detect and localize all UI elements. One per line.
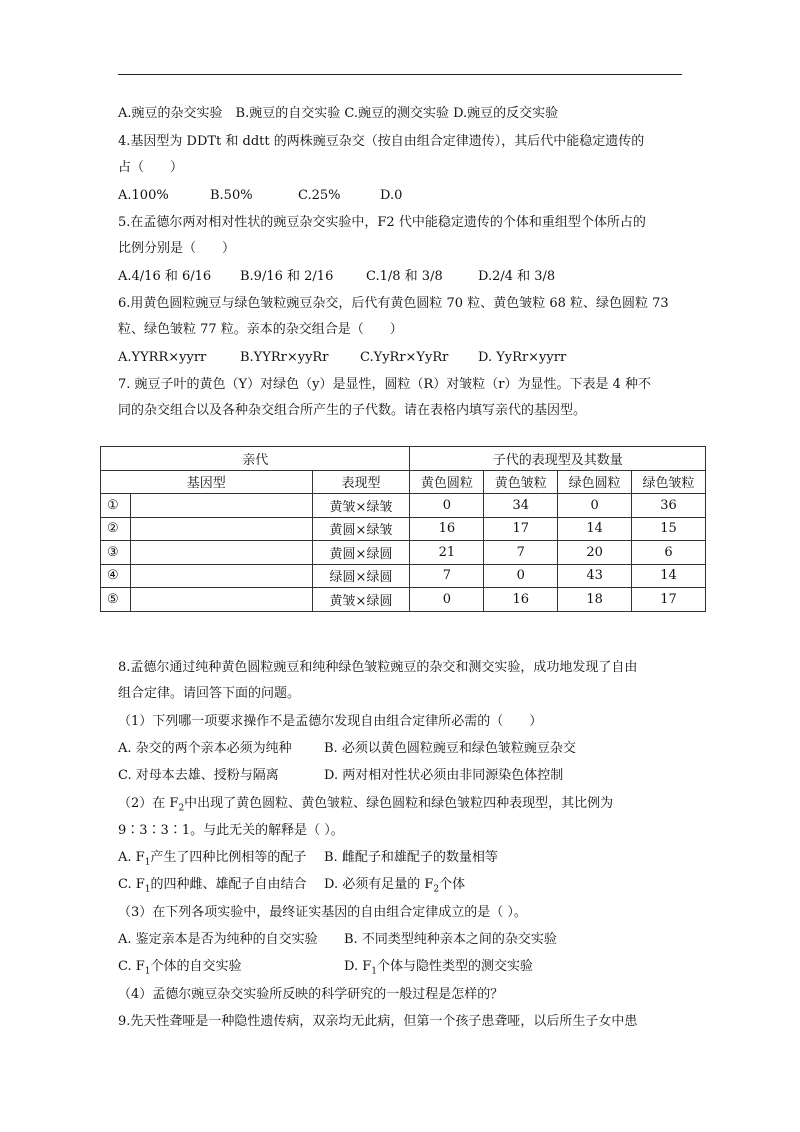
q3-options: A.豌豆的杂交实验 B.豌豆的自交实验 C.豌豆的测交实验 D.豌豆的反交实验 <box>118 106 559 121</box>
count-cell: 7 <box>410 564 484 588</box>
q5-option-c: C.1/8 和 3/8 <box>366 269 443 284</box>
q8-sub3-options-cd <box>118 958 533 981</box>
q8-sub2-option-d: D. 必须有足量的 $F_2$个体 <box>324 877 466 895</box>
genotype-blank[interactable] <box>130 588 312 612</box>
q4-stem-line1: 4.基因型为 DDTt 和 ddtt 的两株豌豆杂交（按自由组合定律遗传），其后代中能稳定遗传的 <box>118 134 645 149</box>
q8-sub2-option-b: B. 雌配子和雄配子的数量相等 <box>324 850 498 865</box>
q7-stem-line2: 同的杂交组合以及各种杂交组合所产生的子代数。请在表格内填写亲代的基因型。 <box>118 403 587 418</box>
q6-option-c: C.YyRr×YyRr <box>360 350 449 365</box>
count-cell: 0 <box>558 494 632 518</box>
table-header-row-1 <box>101 447 706 471</box>
q8-sub1: （1）下列哪一项要求操作不是孟德尔发现自由组合定律所必需的（ ） <box>118 714 543 729</box>
col-header: 黄色皱粒 <box>484 470 558 494</box>
phenotype-cell: 黄圆×绿皱 <box>312 517 410 541</box>
genotype-blank[interactable] <box>130 517 312 541</box>
row-index: ① <box>101 494 131 518</box>
q8-sub2-options-ab <box>118 849 498 872</box>
table-row <box>101 541 706 565</box>
q9-stem-line1: 9.先天性聋哑是一种隐性遗传病，双亲均无此病，但第一个孩子患聋哑，以后所生子女中患 <box>118 1014 638 1029</box>
phenotype-cell: 黄皱×绿圆 <box>312 588 410 612</box>
row-index: ⑤ <box>101 588 131 612</box>
q5-stem-line1: 5.在孟德尔两对相对性状的豌豆杂交实验中，F2 代中能稳定遗传的个体和重组型个体所占的 <box>118 215 646 230</box>
q4-option-a: A.100% <box>118 188 169 203</box>
q6-option-a: A.YYRR×yyrr <box>118 350 207 365</box>
q8-sub3-option-c: C. $F_1$个体的自交实验 <box>118 959 242 977</box>
genotype-blank[interactable] <box>130 541 312 565</box>
q8-sub3-options-ab <box>118 931 557 949</box>
q4-option-c: C.25% <box>298 188 341 203</box>
q8-sub1-options-ab <box>118 740 576 758</box>
q8-stem-line2: 组合定律。请回答下面的问题。 <box>118 686 301 701</box>
count-cell: 21 <box>410 541 484 565</box>
count-cell: 16 <box>484 588 558 612</box>
q5-stem-line2: 比例分别是（ ） <box>118 241 236 256</box>
count-cell: 6 <box>632 541 706 565</box>
q5-option-d: D.2/4 和 3/8 <box>478 269 556 284</box>
count-cell: 0 <box>410 494 484 518</box>
count-cell: 16 <box>410 517 484 541</box>
q8-sub1-option-d: D. 两对相对性状必须由非同源染色体控制 <box>324 768 564 783</box>
q8-sub3-option-b: B. 不同类型纯种亲本之间的杂交实验 <box>344 932 557 947</box>
q7-stem-line1: 7. 豌豆子叶的黄色（Y）对绿色（y）是显性，圆粒（R）对皱粒（r）为显性。下表是 4 种不 <box>118 377 652 392</box>
q8-sub4: （4）孟德尔豌豆杂交实验所反映的科学研究的一般过程是怎样的？ <box>118 987 504 1002</box>
q8-sub1-options-cd <box>118 767 563 785</box>
count-cell: 0 <box>484 564 558 588</box>
q8-sub3: （3）在下列各项实验中，最终证实基因的自由组合定律成立的是（ ）。 <box>118 905 527 920</box>
offspring-header: 子代的表现型及其数量 <box>410 447 706 471</box>
q6-stem-line2: 粒、绿色皱粒 77 粒。亲本的杂交组合是（ ） <box>118 322 403 337</box>
q4-stem-line2: 占（ ） <box>118 160 184 175</box>
count-cell: 15 <box>632 517 706 541</box>
count-cell: 17 <box>484 517 558 541</box>
cross-table <box>100 446 706 612</box>
q4-option-d: D.0 <box>380 188 403 203</box>
q4-option-b: B.50% <box>210 188 253 203</box>
q8-sub1-option-b: B. 必须以黄色圆粒豌豆和绿色皱粒豌豆杂交 <box>324 741 576 756</box>
count-cell: 34 <box>484 494 558 518</box>
parent-header: 亲代 <box>101 447 410 471</box>
phenotype-cell: 绿圆×绿圆 <box>312 564 410 588</box>
phenotype-cell: 黄皱×绿皱 <box>312 494 410 518</box>
table-row <box>101 494 706 518</box>
q8-sub2-option-a: A. $F_1$产生了四种比例相等的配子 <box>118 850 307 868</box>
phenotype-header: 表现型 <box>312 470 410 494</box>
count-cell: 14 <box>632 564 706 588</box>
table-row <box>101 564 706 588</box>
q8-sub3-option-d: D. $F_1$个体与隐性类型的测交实验 <box>344 959 533 977</box>
phenotype-cell: 黄圆×绿圆 <box>312 541 410 565</box>
q8-sub2-line2: 9∶3∶3∶1。与此无关的解释是（ ）。 <box>118 823 344 838</box>
q5-option-a: A.4/16 和 6/16 <box>118 269 212 284</box>
table-header-row-2 <box>101 470 706 494</box>
count-cell: 7 <box>484 541 558 565</box>
q8-sub2-option-c: C. $F_1$的四种雌、雄配子自由结合 <box>118 877 307 895</box>
col-header: 绿色圆粒 <box>558 470 632 494</box>
q8-sub1-option-a: A. 杂交的两个亲本必须为纯种 <box>118 741 292 756</box>
col-header: 黄色圆粒 <box>410 470 484 494</box>
count-cell: 20 <box>558 541 632 565</box>
row-index: ④ <box>101 564 131 588</box>
table-row <box>101 588 706 612</box>
q6-options <box>118 349 566 367</box>
q5-option-b: B.9/16 和 2/16 <box>240 269 334 284</box>
count-cell: 36 <box>632 494 706 518</box>
row-index: ② <box>101 517 131 541</box>
q4-options <box>118 187 402 205</box>
count-cell: 0 <box>410 588 484 612</box>
q8-sub3-option-a: A. 鉴定亲本是否为纯种的自交实验 <box>118 932 318 947</box>
count-cell: 14 <box>558 517 632 541</box>
q5-options <box>118 268 555 286</box>
count-cell: 18 <box>558 588 632 612</box>
q6-stem-line1: 6.用黄色圆粒豌豆与绿色皱粒豌豆杂交，后代有黄色圆粒 70 粒、黄色皱粒 68 粒、绿色圆粒 73 <box>118 296 669 311</box>
q8-sub1-option-c: C. 对母本去雄、授粉与隔离 <box>118 768 279 783</box>
q6-option-b: B.YYRr×yyRr <box>240 350 329 365</box>
table-row <box>101 517 706 541</box>
q6-option-d: D. YyRr×yyrr <box>478 350 567 365</box>
q8-sub2-line1: （2）在 $F_2$中出现了黄色圆粒、黄色皱粒、绿色圆粒和绿色皱粒四种表现型，其比例为 <box>118 796 614 814</box>
header-rule <box>118 74 682 75</box>
col-header: 绿色皱粒 <box>632 470 706 494</box>
row-index: ③ <box>101 541 131 565</box>
count-cell: 43 <box>558 564 632 588</box>
count-cell: 17 <box>632 588 706 612</box>
genotype-blank[interactable] <box>130 564 312 588</box>
genotype-header: 基因型 <box>101 470 313 494</box>
q8-sub2-options-cd <box>118 876 465 899</box>
q8-stem-line1: 8.孟德尔通过纯种黄色圆粒豌豆和纯种绿色皱粒豌豆的杂交和测交实验，成功地发现了自由 <box>118 660 638 675</box>
genotype-blank[interactable] <box>130 494 312 518</box>
